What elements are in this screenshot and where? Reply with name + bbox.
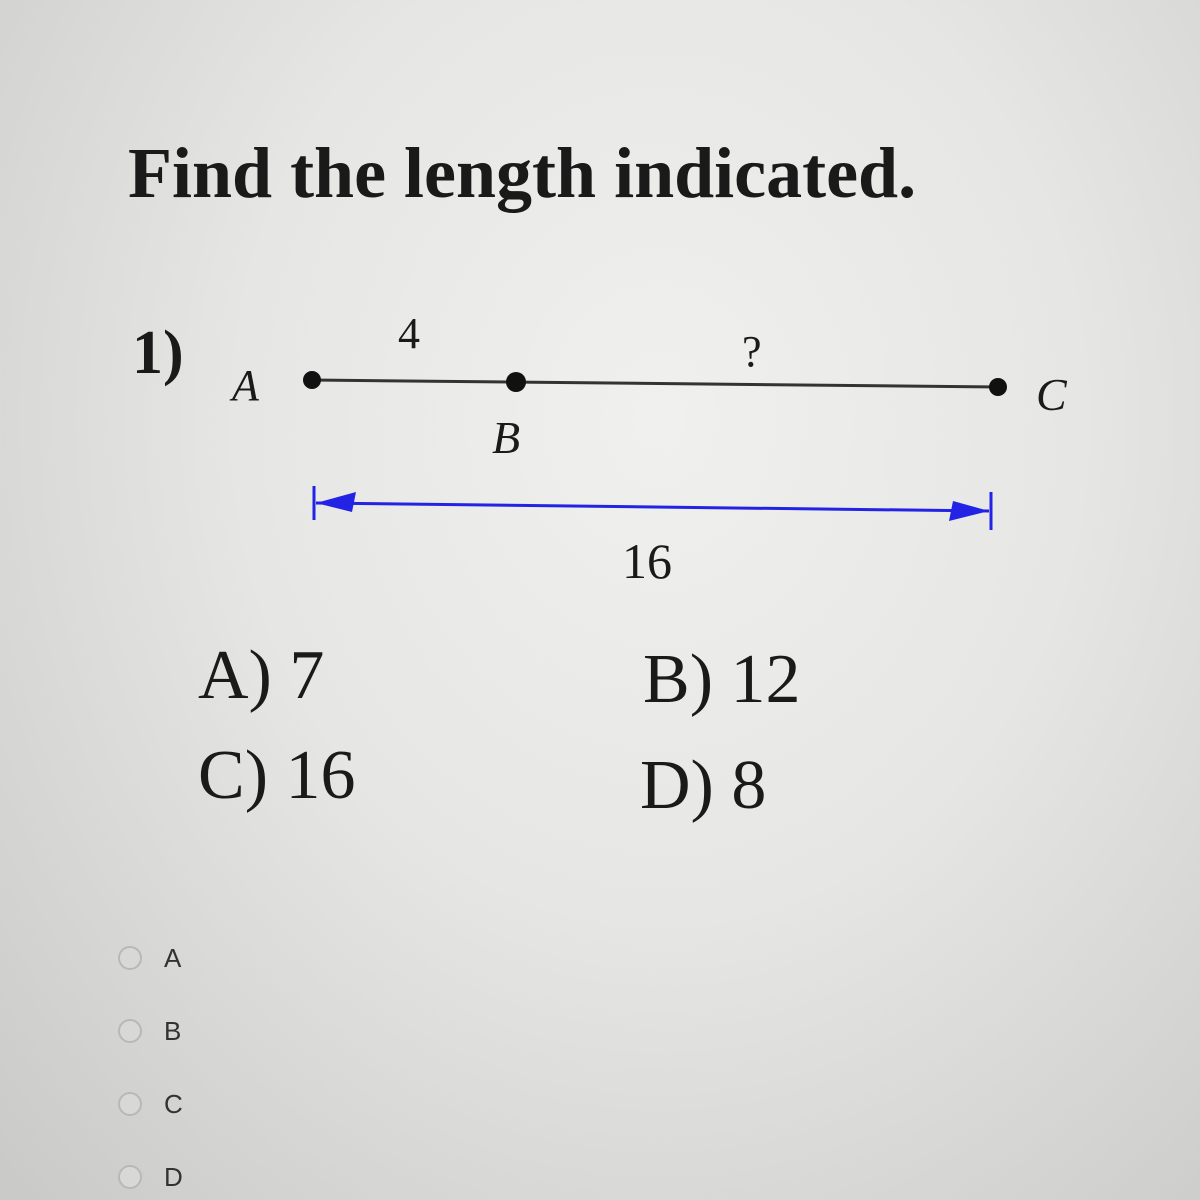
choice-d-text: D) 8 [640,747,767,824]
radio-d[interactable] [118,1165,142,1189]
point-a [303,371,321,389]
option-d[interactable] [118,1157,183,1197]
option-c-label: C [164,1088,183,1119]
answer-options [118,938,183,1200]
total-length-label: 16 [622,533,672,589]
segment-bc-unknown: ? [742,327,762,376]
option-d-label: D [164,1161,183,1192]
radio-c[interactable] [118,1092,142,1116]
option-a[interactable] [118,938,183,978]
point-b [506,372,526,392]
choice-b-text: B) 12 [643,641,801,718]
point-b-label: B [492,412,521,463]
radio-a[interactable] [118,946,142,970]
segment-ac [312,380,998,387]
point-c [989,378,1007,396]
question-number: 1) [132,319,184,387]
point-c-label: C [1036,369,1067,420]
point-a-label: A [232,361,259,410]
option-b-label: B [164,1015,182,1046]
choice-a-text: A) 7 [198,637,325,714]
question-title: Find the length indicated. [128,133,917,213]
option-b[interactable] [118,1011,183,1051]
choice-c-text: C) 16 [198,737,356,814]
option-a-label: A [164,942,182,973]
segment-ab-length: 4 [398,309,420,358]
option-c[interactable] [118,1084,183,1124]
radio-b[interactable] [118,1019,142,1043]
total-length-arrow [314,486,991,530]
